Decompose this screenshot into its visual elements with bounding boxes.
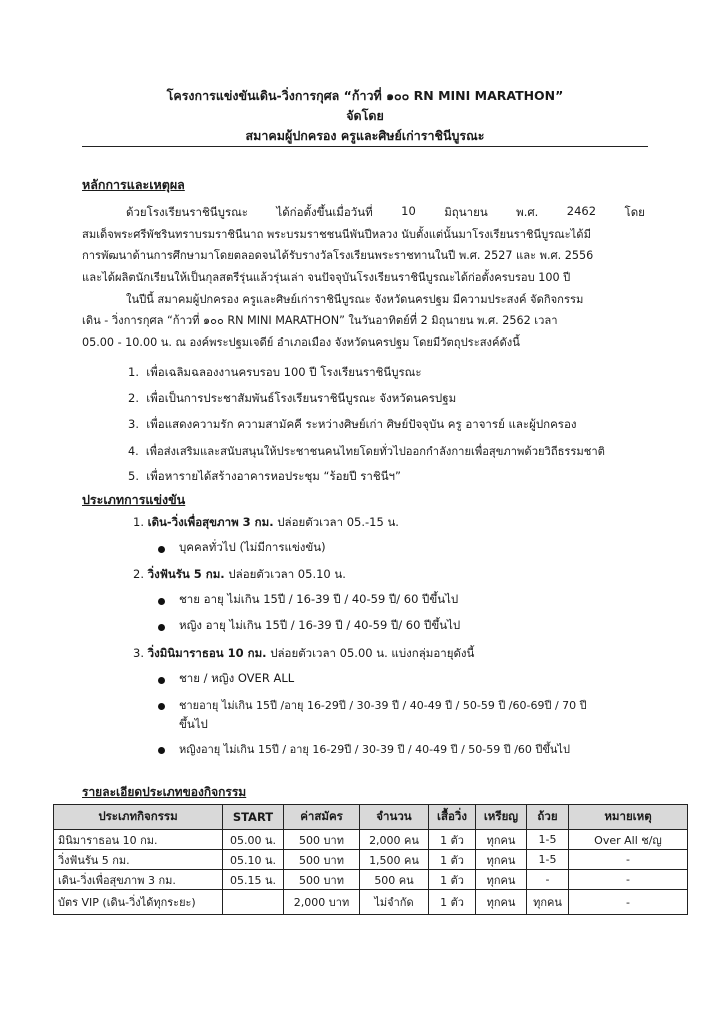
category-detail: ปล่อยตัวเวลา 05.10 น.: [224, 567, 346, 581]
table-cell: ทุกคน: [527, 890, 569, 915]
word: มิถุนายน: [444, 205, 488, 219]
word: โดย: [624, 205, 645, 219]
principles-p1-line3: การพัฒนาด้านการศึกษามาโดยตลอดจนได้รับรางวัลโรงเรียนพระราชทานในปี พ.ศ. 2527 และ พ.ศ. 2556: [82, 249, 594, 262]
objective-item: [128, 468, 401, 486]
table-cell: 1-5: [527, 830, 569, 850]
bullet-icon: [158, 677, 165, 684]
table-cell: 1-5: [527, 850, 569, 870]
table-cell: 1 ตัว: [429, 890, 476, 915]
objective-text: เพื่อเป็นการประชาสัมพันธ์โรงเรียนราชินีบูรณะ จังหวัดนครปฐม: [146, 391, 457, 405]
table-cell: วิ่งฟันรัน 5 กม.: [54, 850, 223, 870]
objective-item: [128, 390, 456, 408]
principles-p2-line3: 05.00 - 10.00 น. ณ องค์พระปฐมเจดีย์ อำเภอเมือง จังหวัดนครปฐม โดยมีวัตถุประสงค์ดังนี้: [82, 336, 520, 349]
table-cell: Over All ช/ญ: [569, 830, 688, 850]
bullet-icon: [158, 747, 165, 754]
table-cell: 500 บาท: [284, 870, 360, 890]
table-cell: 05.10 น.: [223, 850, 284, 870]
category-item-2: [133, 566, 346, 584]
bullet-icon: [158, 703, 165, 710]
category-detail: ปล่อยตัวเวลา 05.00 น. แบ่งกลุ่มอายุดังนี้: [266, 646, 475, 660]
table-cell: [223, 890, 284, 915]
document-title: โครงการแข่งขันเดิน-วิ่งการกุศล “ก้าวที่ ๑๐๐ RN MINI MARATHON”: [166, 88, 564, 103]
word: ได้ก่อตั้งขึ้นเมื่อวันที่: [276, 205, 373, 219]
category-number: 3.: [133, 646, 144, 660]
word: 2462: [566, 204, 597, 218]
category-bullet: บุคคลทั่วไป (ไม่มีการแข่งขัน): [179, 540, 326, 554]
objective-item: [128, 416, 577, 434]
table-cell: 1,500 คน: [360, 850, 429, 870]
principles-p1-line2: สมเด็จพระศรีพัชรินทราบรมราชินีนาถ พระบรมราชชนนีพันปีหลวง นับตั้งแต่นั้นมาโรงเรียนราชินีบูรณะได้มี: [82, 228, 591, 241]
table-cell: ไม่จำกัด: [360, 890, 429, 915]
bullet-icon: [158, 624, 165, 631]
category-name: วิ่งฟันรัน 5 กม.: [147, 567, 225, 581]
category-bullet: ชายอายุ ไม่เกิน 15ปี /อายุ 16-29ปี / 30-39 ปี / 40-49 ปี / 50-59 ปี /60-69ปี / 70 ปี: [179, 699, 587, 712]
category-item-3: [133, 645, 474, 663]
word: ด้วยโรงเรียนราชินีบูรณะ: [126, 205, 248, 219]
principles-p2-line2: เดิน - วิ่งการกุศล “ก้าวที่ ๑๐๐ RN MINI MARATHON” ในวันอาทิตย์ที่ 2 มิถุนายน พ.ศ. 2562 เวลา: [82, 314, 558, 327]
category-name: เดิน-วิ่งเพื่อสุขภาพ 3 กม.: [147, 515, 274, 529]
table-cell: -: [527, 870, 569, 890]
word: 10: [401, 204, 416, 218]
bullet-icon: [158, 546, 165, 553]
table-cell: ทุกคน: [476, 870, 527, 890]
objective-number: 1.: [128, 365, 139, 379]
table-cell: 500 บาท: [284, 850, 360, 870]
column-header: ประเภทกิจกรรม: [54, 805, 223, 830]
table-header-row: [54, 805, 688, 830]
objective-text: เพื่อแสดงความรัก ความสามัคคี ระหว่างศิษย์เก่า ศิษย์ปัจจุบัน ครู อาจารย์ และผู้ปกครอง: [146, 417, 577, 431]
categories-heading: ประเภทการแข่งขัน: [82, 492, 186, 507]
table-cell: มินิมาราธอน 10 กม.: [54, 830, 223, 850]
column-header: START: [223, 805, 284, 830]
objective-text: เพื่อหารายได้สร้างอาคารหอประชุม “ร้อยปี ราชินีฯ”: [146, 469, 401, 483]
table-cell: 1 ตัว: [429, 870, 476, 890]
table-row: [54, 830, 688, 850]
table-cell: 05.00 น.: [223, 830, 284, 850]
column-header: เสื้อวิ่ง: [429, 805, 476, 830]
organizer-name: สมาคมผู้ปกครอง ครูและศิษย์เก่าราชินีบูรณะ: [245, 128, 485, 143]
table-cell: -: [569, 870, 688, 890]
objective-item: [128, 364, 422, 382]
column-header: ค่าสมัคร: [284, 805, 360, 830]
column-header: หมายเหตุ: [569, 805, 688, 830]
table-cell: 1 ตัว: [429, 830, 476, 850]
activity-table-heading: รายละเอียดประเภทของกิจกรรม: [82, 785, 247, 799]
column-header: จำนวน: [360, 805, 429, 830]
activity-table: [53, 804, 688, 915]
objective-number: 5.: [128, 469, 139, 483]
objective-text: เพื่อส่งเสริมและสนับสนุนให้ประชาชนคนไทยโดยทั่วไปออกกำลังกายเพื่อสุขภาพด้วยวิถีธรรมชาติ: [145, 445, 605, 458]
category-bullet: ชาย / หญิง OVER ALL: [179, 671, 295, 685]
table-cell: บัตร VIP (เดิน-วิ่งได้ทุกระยะ): [54, 890, 223, 915]
principles-heading: หลักการและเหตุผล: [82, 177, 185, 192]
table-cell: 05.15 น.: [223, 870, 284, 890]
principles-p1-line1: [126, 204, 645, 222]
table-cell: 2,000 คน: [360, 830, 429, 850]
table-cell: ทุกคน: [476, 850, 527, 870]
header-divider: [82, 146, 648, 147]
table-row: [54, 870, 688, 890]
table-cell: 500 คน: [360, 870, 429, 890]
table-cell: -: [569, 890, 688, 915]
objective-number: 4.: [128, 445, 139, 458]
table-cell: ทุกคน: [476, 830, 527, 850]
table-cell: -: [569, 850, 688, 870]
objective-item: [128, 442, 605, 460]
column-header: เหรียญ: [476, 805, 527, 830]
category-number: 2.: [133, 567, 144, 581]
table-row: [54, 890, 688, 915]
category-bullet-continuation: ขึ้นไป: [179, 717, 208, 731]
category-bullet: หญิงอายุ ไม่เกิน 15ปี / อายุ 16-29ปี / 30-39 ปี / 40-49 ปี / 50-59 ปี /60 ปีขึ้นไป: [179, 743, 570, 756]
category-bullet: ชาย อายุ ไม่เกิน 15ปี / 16-39 ปี / 40-59 ปี/ 60 ปีขึ้นไป: [179, 592, 459, 606]
table-row: [54, 850, 688, 870]
category-number: 1.: [133, 515, 144, 529]
table-cell: ทุกคน: [476, 890, 527, 915]
category-bullet: หญิง อายุ ไม่เกิน 15ปี / 16-39 ปี / 40-59 ปี/ 60 ปีขึ้นไป: [179, 618, 461, 632]
objective-number: 2.: [128, 391, 139, 405]
objective-number: 3.: [128, 417, 139, 431]
category-name: วิ่งมินิมาราธอน 10 กม.: [147, 646, 267, 660]
table-cell: 1 ตัว: [429, 850, 476, 870]
category-detail: ปล่อยตัวเวลา 05.-15 น.: [273, 515, 399, 529]
category-item-1: [133, 514, 399, 532]
table-cell: 2,000 บาท: [284, 890, 360, 915]
table-cell: เดิน-วิ่งเพื่อสุขภาพ 3 กม.: [54, 870, 223, 890]
principles-p1-line4: และได้ผลิตนักเรียนให้เป็นกุลสตรีรุ่นแล้วรุ่นเล่า จนปัจจุบันโรงเรียนราชินีบูรณะได้ก่อตั้งครบรอบ 100 ปี: [82, 271, 571, 284]
column-header: ถ้วย: [527, 805, 569, 830]
table-cell: 500 บาท: [284, 830, 360, 850]
objective-text: เพื่อเฉลิมฉลองงานครบรอบ 100 ปี โรงเรียนราชินีบูรณะ: [146, 365, 422, 379]
principles-p2-line1: ในปีนี้ สมาคมผู้ปกครอง ครูและศิษย์เก่าราชินีบูรณะ จังหวัดนครปฐม มีความประสงค์ จัดกิจกรรม: [126, 293, 584, 306]
word: พ.ศ.: [516, 205, 539, 219]
bullet-icon: [158, 598, 165, 605]
organizer-label: จัดโดย: [346, 108, 384, 123]
